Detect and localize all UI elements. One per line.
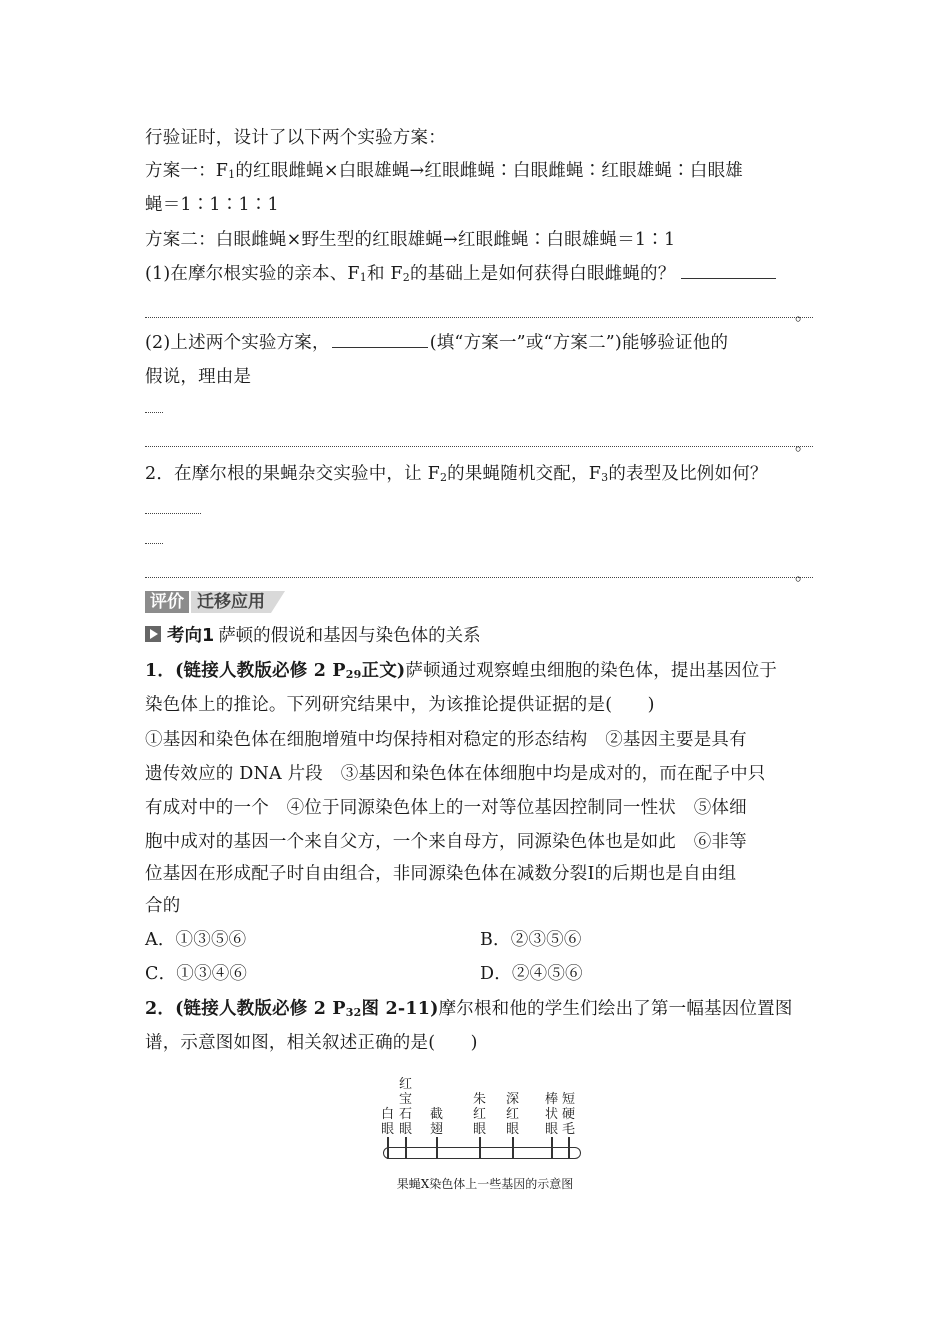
gene-label-cut-wing: 截 翅 bbox=[429, 1107, 443, 1137]
problem-text: 摩尔根和他的学生们绘出了第一幅基因位置图 bbox=[438, 999, 793, 1019]
section-tag-evaluate: 评价 bbox=[145, 591, 189, 613]
gene-tick bbox=[405, 1137, 407, 1159]
problem-1-line4: 遗传效应的 DNA 片段 ③基因和染色体在体细胞中均是成对的，而在配子中只 bbox=[145, 764, 766, 784]
problem-1-line3: ①基因和染色体在细胞增殖中均保持相对稳定的形态结构 ②基因主要是具有 bbox=[145, 730, 747, 750]
scheme-two: 方案二：白眼雌蝇×野生型的红眼雄蝇→红眼雌蝇∶白眼雄蝇＝1∶1 bbox=[145, 230, 676, 250]
source-ref: 正文) bbox=[361, 661, 406, 681]
answer-blank[interactable] bbox=[332, 331, 428, 348]
question-2-cont: 假说，理由是 bbox=[145, 367, 252, 387]
section-slash bbox=[271, 591, 285, 613]
scheme-one-cont: 蝇＝1∶1∶1∶1 bbox=[145, 195, 279, 215]
question-3 bbox=[145, 462, 815, 486]
gene-label-ruby-eye: 红 宝 石 眼 bbox=[398, 1077, 412, 1137]
subscript: 1 bbox=[359, 271, 367, 284]
question-1 bbox=[145, 262, 815, 286]
q1-suffix: 的基础上是如何获得白眼雌蝇的？ bbox=[409, 264, 676, 284]
answer-line[interactable] bbox=[145, 446, 813, 447]
problem-1-line8: 合的 bbox=[145, 896, 181, 916]
section-header bbox=[145, 590, 285, 614]
answer-line[interactable] bbox=[145, 577, 813, 578]
problem-1-line6: 胞中成对的基因一个来自父方，一个来自母方，同源染色体也是如此 ⑥非等 bbox=[145, 832, 747, 852]
subscript: 2 bbox=[439, 471, 448, 484]
gene-tick bbox=[568, 1137, 570, 1159]
kaoxiang-header bbox=[145, 622, 481, 646]
period-mark: 。 bbox=[795, 305, 812, 325]
intro-line: 行验证时，设计了以下两个实验方案： bbox=[145, 128, 446, 148]
question-2 bbox=[145, 331, 815, 355]
q1-mid: 和 F bbox=[366, 264, 403, 284]
answer-blank[interactable] bbox=[681, 262, 776, 279]
gene-tick bbox=[512, 1137, 514, 1159]
option-b[interactable]: B．②③⑤⑥ bbox=[480, 930, 582, 950]
gene-tick bbox=[436, 1137, 438, 1159]
subscript: 2 bbox=[402, 271, 410, 284]
subscript: 1 bbox=[228, 168, 236, 181]
option-a[interactable]: A．①③⑤⑥ bbox=[145, 930, 247, 950]
option-c[interactable]: C．①③④⑥ bbox=[145, 964, 248, 984]
scheme-one-text: 的红眼雌蝇×白眼雄蝇→红眼雌蝇∶白眼雌蝇∶红眼雄蝇∶白眼雄 bbox=[235, 161, 743, 181]
problem-1-line5: 有成对中的一个 ④位于同源染色体上的一对等位基因控制同一性状 ⑤体细 bbox=[145, 798, 747, 818]
answer-line-short[interactable] bbox=[145, 543, 163, 544]
gene-label-bar-eye: 棒 状 眼 bbox=[544, 1092, 558, 1137]
problem-1-line2: 染色体上的推论。下列研究结果中，为该推论提供证据的是( ) bbox=[145, 695, 655, 715]
scheme-one bbox=[145, 159, 815, 183]
gene-tick bbox=[551, 1137, 553, 1159]
problem-2-line1 bbox=[145, 997, 815, 1021]
period-mark: 。 bbox=[795, 565, 812, 585]
gene-tick bbox=[387, 1137, 389, 1159]
gene-label-deep-red-eye: 深 红 眼 bbox=[505, 1092, 519, 1137]
subscript: 29 bbox=[345, 668, 362, 681]
gene-label-short-bristle: 短 硬 毛 bbox=[561, 1092, 575, 1137]
q3-suffix: 的表型及比例如何？ bbox=[608, 464, 768, 484]
answer-line-short[interactable] bbox=[145, 412, 163, 413]
answer-line-short[interactable] bbox=[145, 513, 201, 514]
option-d[interactable]: D．②④⑤⑥ bbox=[480, 964, 583, 984]
problem-1-line7: 位基因在形成配子时自由组合，非同源染色体在减数分裂Ⅰ的后期也是自由组 bbox=[145, 864, 737, 884]
subscript: 3 bbox=[601, 471, 609, 484]
q3-prefix: 2．在摩尔根的果蝇杂交实验中，让 F bbox=[145, 464, 440, 484]
problem-2-line2: 谱，示意图如图，相关叙述正确的是( ) bbox=[145, 1033, 478, 1053]
gene-label-white-eye: 白 眼 bbox=[380, 1107, 394, 1137]
gene-label-vermilion-eye: 朱 红 眼 bbox=[472, 1092, 486, 1137]
kaoxiang-label: 考向1 bbox=[167, 625, 215, 646]
subscript: 32 bbox=[345, 1006, 362, 1019]
source-ref: 图 2-11) bbox=[361, 999, 439, 1019]
problem-1-line1 bbox=[145, 659, 815, 683]
source-ref: 2．(链接人教版必修 2 P bbox=[145, 999, 346, 1019]
q1-prefix: (1)在摩尔根实验的亲本、F bbox=[145, 264, 360, 284]
section-tag-apply: 迁移应用 bbox=[191, 591, 271, 613]
answer-line[interactable] bbox=[145, 317, 813, 318]
q2-prefix: (2)上述两个实验方案， bbox=[145, 333, 330, 353]
gene-tick bbox=[479, 1137, 481, 1159]
q2-suffix: (填“方案一”或“方案二”)能够验证他的 bbox=[429, 333, 729, 353]
q3-mid: 的果蝇随机交配，F bbox=[447, 464, 602, 484]
figure-caption: 果蝇X染色体上一些基因的示意图 bbox=[396, 1177, 574, 1191]
gene-map-figure bbox=[375, 1075, 595, 1195]
source-ref: 1．(链接人教版必修 2 P bbox=[145, 661, 346, 681]
scheme-one-prefix: 方案一：F bbox=[145, 161, 229, 181]
problem-text: 萨顿通过观察蝗虫细胞的染色体，提出基因位于 bbox=[405, 661, 778, 681]
period-mark: 。 bbox=[795, 435, 812, 455]
play-triangle-icon bbox=[145, 626, 161, 642]
kaoxiang-title: 萨顿的假说和基因与染色体的关系 bbox=[218, 625, 481, 646]
